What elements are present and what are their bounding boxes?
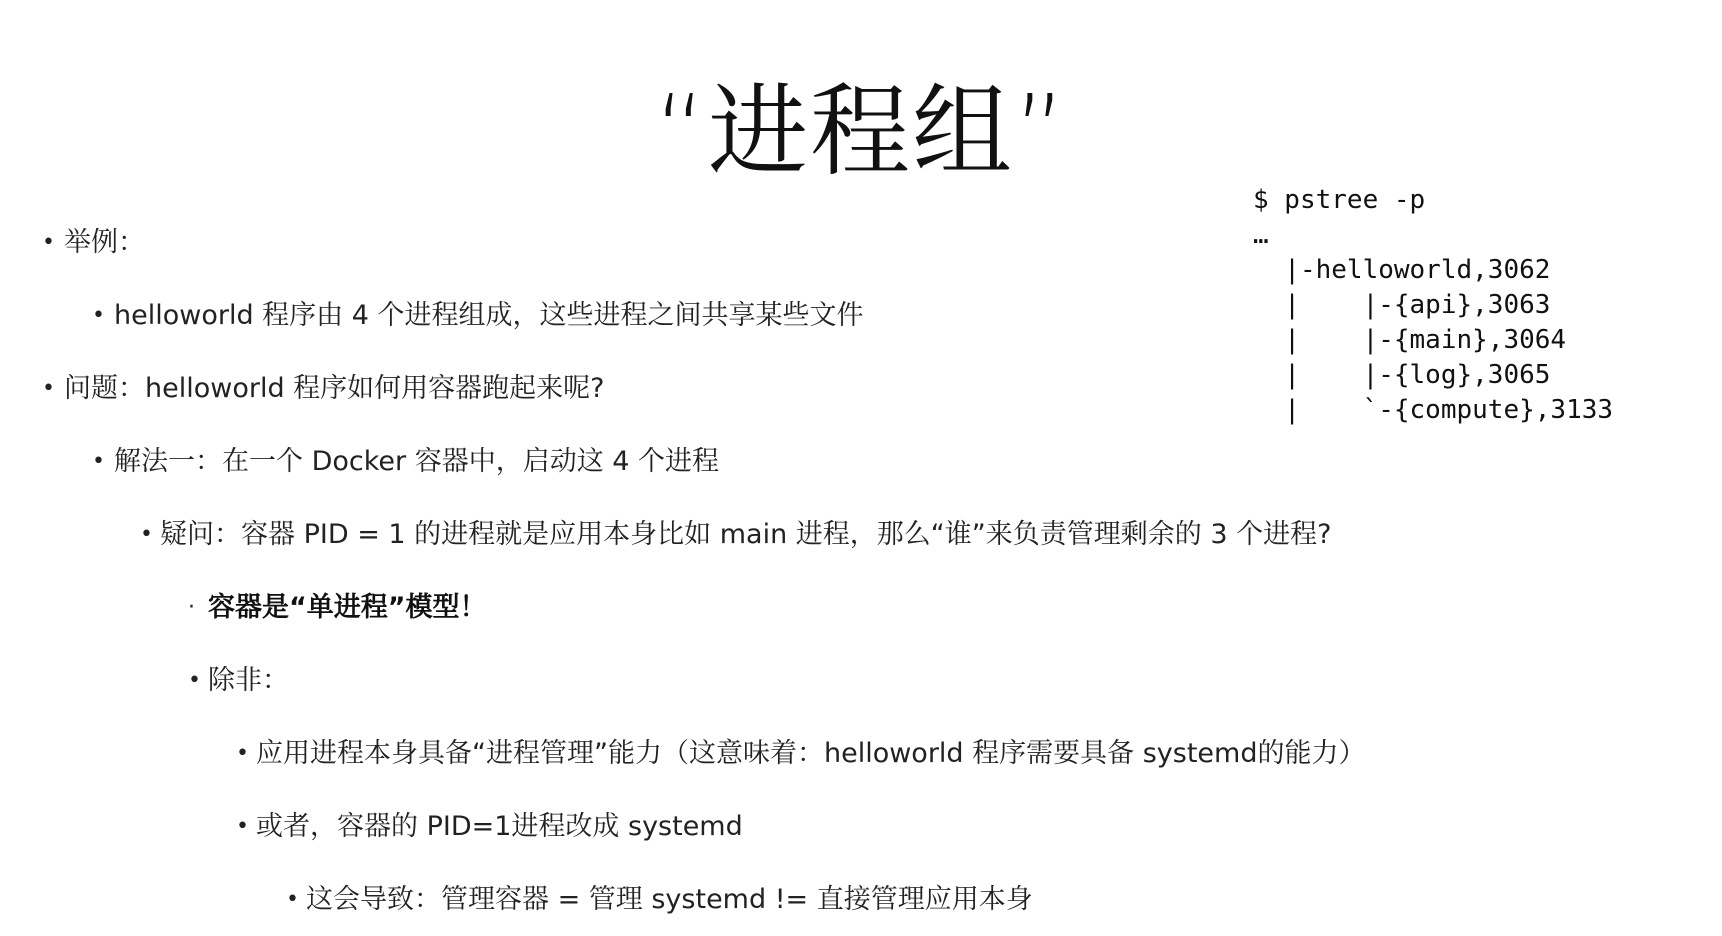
- terminal-process-helloworld: |-helloworld,3062: [1253, 255, 1551, 285]
- bullet-helloworld-composition: [92, 296, 864, 336]
- bullet-dot: •: [42, 376, 55, 401]
- bullet-text: 容器是“单进程”模型！: [208, 592, 487, 623]
- terminal-command-line: $ pstree -p: [1253, 185, 1426, 215]
- bullet-text: 这会导致：管理容器 = 管理 systemd != 直接管理应用本身: [306, 884, 1033, 915]
- bullet-doubt: [140, 515, 1331, 555]
- terminal-process-compute: | `-{compute},3133: [1253, 395, 1614, 425]
- bullet-solution-one: [92, 442, 719, 482]
- bullet-text: 问题：helloworld 程序如何用容器跑起来呢?: [64, 373, 605, 404]
- bullet-systemd-pid1: [236, 807, 743, 847]
- bullet-text: 或者，容器的 PID=1进程改成 systemd: [256, 811, 743, 842]
- bullet-unless: [188, 661, 289, 701]
- bullet-text: 举例：: [64, 227, 145, 258]
- bullet-dot: •: [236, 814, 249, 839]
- bullet-question: [42, 369, 605, 409]
- bullet-dot: •: [188, 668, 201, 693]
- terminal-process-main: | |-{main},3064: [1253, 325, 1567, 355]
- bullet-consequence: [286, 880, 1033, 920]
- bullet-dot: •: [92, 449, 105, 474]
- bullet-single-process-model: [188, 588, 487, 628]
- terminal-process-log: | |-{log},3065: [1253, 360, 1551, 390]
- bullet-text: 除非：: [208, 665, 289, 696]
- bullet-text: helloworld 程序由 4 个进程组成，这些进程之间共享某些文件: [114, 300, 864, 331]
- terminal-process-api: | |-{api},3063: [1253, 290, 1551, 320]
- bullet-dot: ·: [188, 595, 195, 620]
- bullet-example: [42, 223, 145, 263]
- bullet-dot: •: [140, 522, 153, 547]
- bullet-text: 解法一：在一个 Docker 容器中，启动这 4 个进程: [114, 446, 720, 477]
- bullet-dot: •: [42, 230, 55, 255]
- bullet-text: 疑问：容器 PID = 1 的进程就是应用本身比如 main 进程，那么“谁”来负责管理剩余的 3 个进程?: [160, 519, 1332, 550]
- bullet-dot: •: [236, 741, 249, 766]
- bullet-text: 应用进程本身具备“进程管理”能力（这意味着：helloworld 程序需要具备 systemd的能力）: [256, 738, 1366, 769]
- bullet-dot: •: [286, 887, 299, 912]
- terminal-ellipsis-line: …: [1253, 220, 1269, 250]
- bullet-process-management: [236, 734, 1365, 774]
- slide-title: “进程组”: [654, 73, 1068, 190]
- bullet-dot: •: [92, 303, 105, 328]
